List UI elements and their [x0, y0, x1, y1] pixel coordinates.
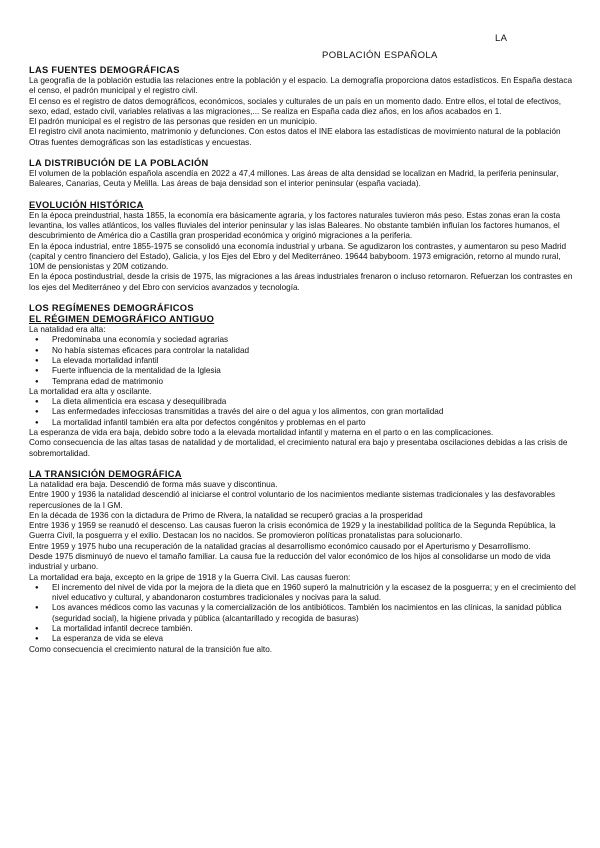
paragraph: El registro civil anota nacimiento, matrimonio y defunciones. Con estos datos el INE elabora las estadísticas de movimiento natural de la población [29, 127, 561, 137]
list-item: ● No había sistemas eficaces para controlar la natalidad [52, 346, 577, 356]
list-item: ● Las enfermedades infecciosas transmitidas a través del aire o del agua y los alimentos, con gran mortalidad [52, 407, 577, 417]
spacer [29, 293, 577, 303]
section-fuentes [29, 65, 577, 148]
list-item: ● La mortalidad infantil decrece también. [52, 624, 577, 634]
list-item: ● La esperanza de vida se eleva [52, 634, 577, 644]
spacer [29, 459, 577, 469]
heading-fuentes: LAS FUENTES DEMOGRÁFICAS [29, 65, 180, 75]
mortalidad-list [29, 397, 577, 428]
section-distribucion [29, 158, 577, 190]
list-item: ● Fuerte influencia de la mentalidad de la Iglesia [52, 366, 577, 376]
paragraph: La natalidad era alta: [29, 325, 106, 335]
title-line-1: LA [495, 33, 508, 44]
paragraph: En la época postindustrial, desde la crisis de 1975, las migraciones a las áreas industriales frenaron o incluso retornaron. Refuerzan los contrastes en los ejes del Mediterráneo y del Ebro con servicios avanzados y tecnología. [29, 272, 573, 292]
heading-transicion: LA TRANSICIÓN DEMOGRÁFICA [29, 468, 182, 479]
paragraph: La esperanza de vida era baja, debido sobre todo a la elevada mortalidad infantil y materna en el parto o en las complicaciones. [29, 428, 494, 438]
paragraph: El censo es el registro de datos demográficos, económicos, sociales y culturales de un país en un momento dado. Entre ellos, el total de efectivos, sexo, edad, estado civil, variables relativas a las migraciones,... Se realiza en España cada diez años, en los años acabados en 1. [29, 96, 562, 116]
list-item: ● La dieta alimenticia era escasa y desequilibrada [52, 397, 577, 407]
paragraph: La geografía de la población estudia las relaciones entre la población y el espacio. La demografía proporciona datos estadísticos. En España destaca el censo, el padrón municipal y el registro civil. [29, 76, 573, 96]
heading-regimen-antiguo: EL RÉGIMEN DEMOGRÁFICO ANTIGUO [29, 314, 215, 325]
paragraph: Otras fuentes demográficas son las estadísticas y encuestas. [29, 137, 252, 147]
paragraph: Entre 1900 y 1936 la natalidad descendió al iniciarse el control voluntario de los nacimientos mediante sistemas tradicionales y las desfavorables repercusiones de la I GM. [29, 490, 556, 510]
page-title: POBLACIÓN ESPAÑOLA [322, 50, 438, 61]
section-evolucion [29, 200, 577, 293]
paragraph: Entre 1959 y 1975 hubo una recuperación de la natalidad gracias al desarrollismo económico causado por el Aperturismo y Desarrollismo. [29, 541, 531, 551]
causas-list [29, 583, 577, 645]
list-item: ● La mortalidad infantil también era alta por defectos congénitos y problemas en el parto [52, 418, 577, 428]
heading-evolucion: EVOLUCIÓN HISTÓRICA [29, 199, 144, 210]
paragraph: El padrón municipal es el registro de las personas que residen en un municipio. [29, 117, 318, 127]
paragraph: La mortalidad era alta y oscilante. [29, 386, 152, 396]
paragraph: Como consecuencia de las altas tasas de natalidad y de mortalidad, el crecimiento natural era bajo y presentaba oscilaciones debidas a las crisis de sobremortalidad. [29, 438, 568, 458]
heading-regimenes: LOS REGÍMENES DEMOGRÁFICOS [29, 303, 194, 314]
paragraph: En la época preindustrial, hasta 1855, la economía era básicamente agraria, y los factores naturales tuvieron más peso. Estas zonas eran la costa levantina, los valles atlánticos, los valles fluviales del interior peninsular y las islas Baleares. No obstante también influían los factores humanos, el descubrimiento de América dio a Castilla gran prosperidad económica y originó migraciones a la periferia. [29, 210, 561, 241]
spacer [29, 190, 577, 200]
list-item: ● La elevada mortalidad infantil [52, 356, 577, 366]
heading-distribucion: LA DISTRIBUCIÓN DE LA POBLACIÓN [29, 158, 209, 169]
paragraph: La natalidad era baja. Descendió de forma más suave y discontinua. [29, 479, 278, 489]
paragraph: Como consecuencia el crecimiento natural de la transición fue alto. [29, 644, 273, 654]
list-item: ● Predominaba una economía y sociedad agrarias [52, 335, 577, 345]
paragraph: En la década de 1936 con la dictadura de Primo de Rivera, la natalidad se recuperó gracias a la prosperidad [29, 510, 423, 520]
document-body [29, 65, 577, 655]
paragraph: El volumen de la población española ascendía en 2022 a 47,4 millones. Las áreas de alta densidad se localizan en Madrid, la periferia peninsular, Baleares, Canarias, Ceuta y Melilla. Las áreas de baja densidad son el interior peninsular (españa vaciada). [29, 169, 559, 189]
paragraph: En la época industrial, entre 1855-1975 se consolidó una economía industrial y urbana. Se agudizaron los contrastes, y aumentaron su peso Madrid (capital y centro financiero del Estado), Galicia, y los Ejes del Ebro y del Mediterráneo. 19644 babyboom. 1973 emigración, retorno al mundo rural, 10M de pensionistas y 20M cotizando. [29, 241, 567, 272]
section-regimenes [29, 303, 577, 655]
list-item: ● El incremento del nivel de vida por la mejora de la dieta que en 1960 superó la malnutrición y la escasez de la posguerra; y en el crecimiento del nivel educativo y cultural, y abandonaron costumbres tradicionales y nocivas para la salud. [52, 583, 577, 604]
natalidad-list [29, 335, 577, 386]
list-item: ● Los avances médicos como las vacunas y la comercialización de los antibióticos. También los nacimientos en las clínicas, la sanidad pública (seguridad social), la higiene privada y pública (alcantarillado y recogida de basuras) [52, 603, 577, 624]
spacer [29, 148, 577, 158]
list-item: ● Temprana edad de matrimonio [52, 377, 577, 387]
paragraph: Desde 1975 disminuyó de nuevo el tamaño familiar. La causa fue la reducción del valor económico de los hijos al consolidarse un modo de vida industrial y urbano. [29, 551, 551, 572]
paragraph: La mortalidad era baja, excepto en la gripe de 1918 y la Guerra Civil. Las causas fueron: [29, 572, 351, 582]
paragraph: Entre 1936 y 1959 se reanudó el descenso. Las causas fueron la crisis económica de 1929 y la inestabilidad política de la Segunda República, la Guerra Civil, la posguerra y el exilio. Destacan los no nacidos. Se promovieron políticas pronatalistas para solucionarlo. [29, 521, 556, 541]
